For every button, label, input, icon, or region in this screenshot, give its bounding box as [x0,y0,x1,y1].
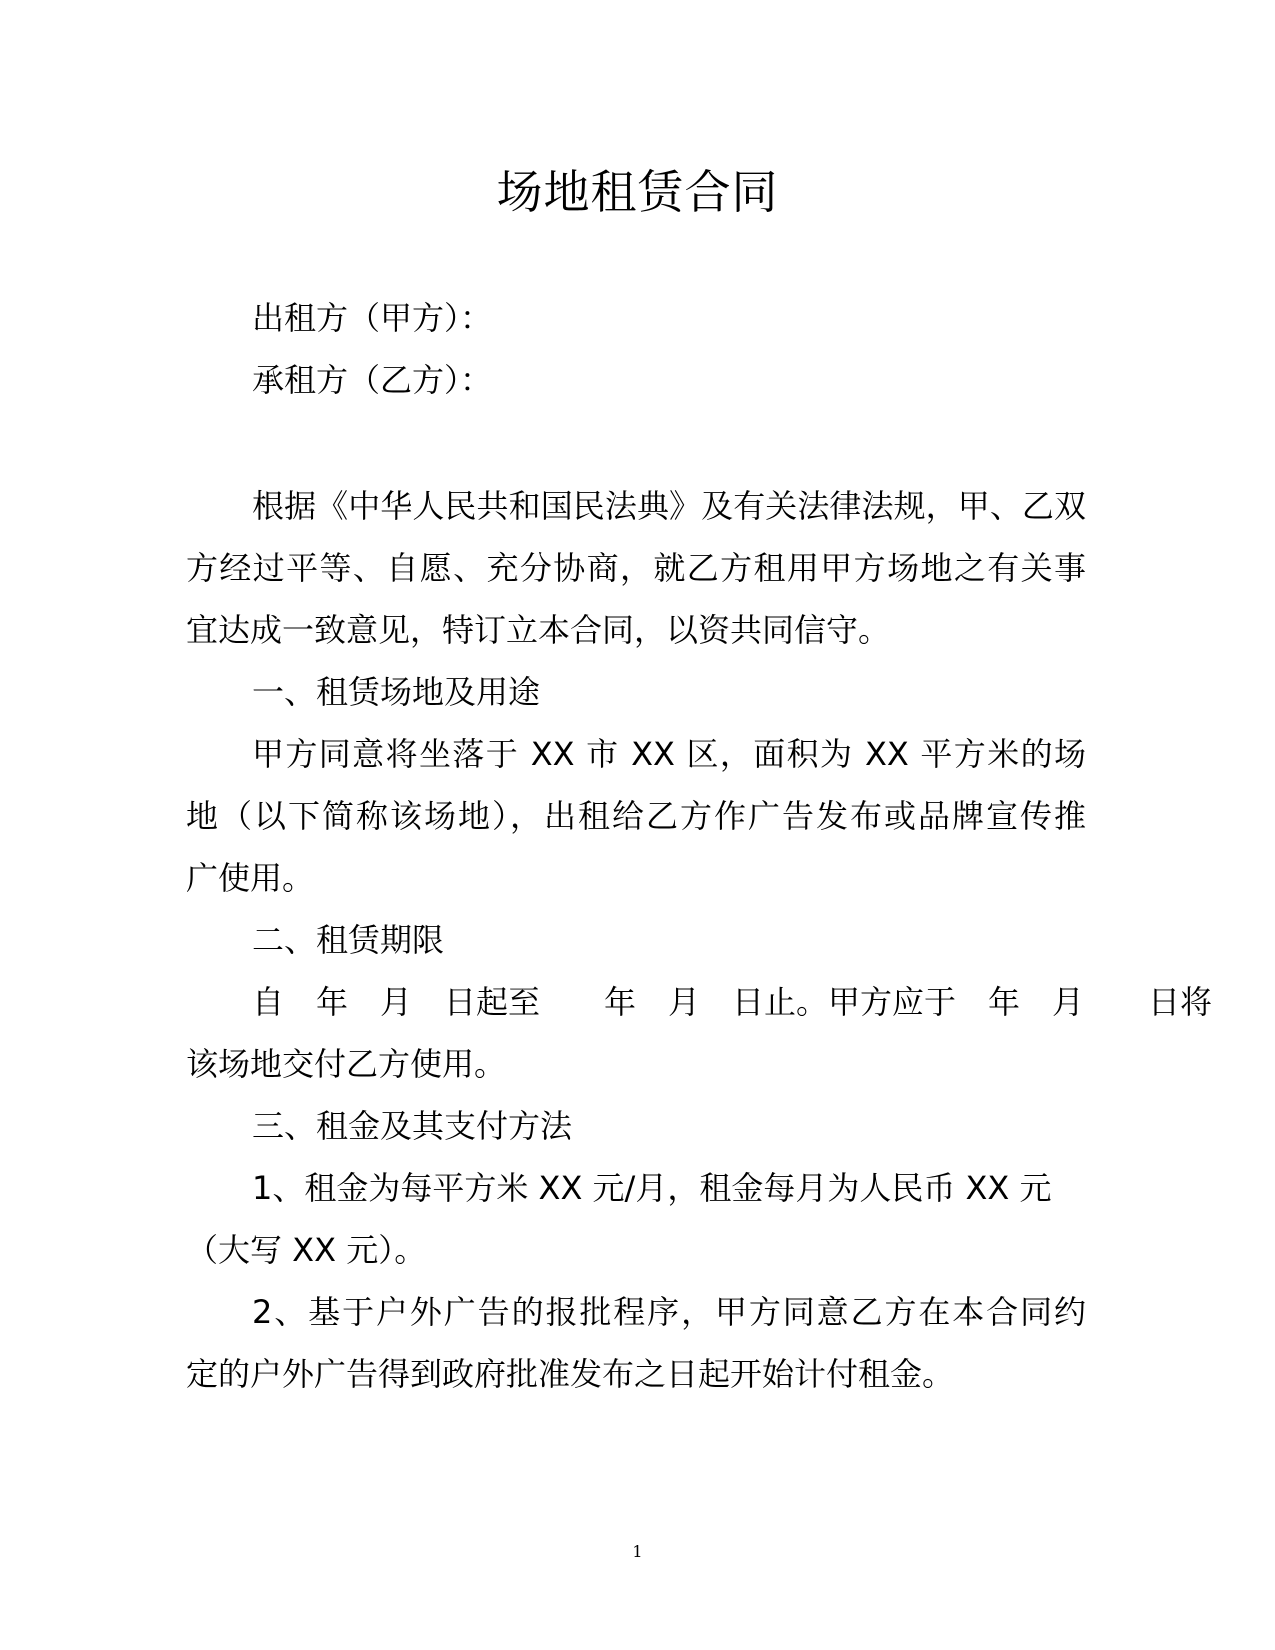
section-1-line-3: 广使用。 [186,859,315,897]
lessor-line: 出租方（甲方）： [252,299,493,337]
preamble-line-2: 方经过平等、自愿、充分协商，就乙方租用甲方场地之有关事 [186,549,1086,587]
section-3-item-2-line-1: 2、基于户外广告的报批程序，甲方同意乙方在本合同约 [252,1293,1086,1331]
preamble-line-3: 宜达成一致意见，特订立本合同，以资共同信守。 [186,611,891,649]
page-number: 1 [632,1542,643,1561]
section-1-line-1: 甲方同意将坐落于 XX 市 XX 区，面积为 XX 平方米的场 [252,735,1086,773]
document-title: 场地租赁合同 [496,165,779,219]
section-heading-1: 一、租赁场地及用途 [252,673,541,711]
section-2-line-2: 该场地交付乙方使用。 [186,1045,507,1083]
section-3-item-1-line-2: （大写 XX 元）。 [186,1231,427,1269]
section-2-line-1: 自 年 月 日起至 年 月 日止。甲方应于 年 月 日将 [252,983,1213,1021]
section-heading-2: 二、租赁期限 [252,921,445,959]
section-1-line-2: 地（以下简称该场地），出租给乙方作广告发布或品牌宣传推 [186,797,1086,835]
section-3-item-2-line-2: 定的户外广告得到政府批准发布之日起开始计付租金。 [186,1355,955,1393]
preamble-line-1: 根据《中华人民共和国民法典》及有关法律法规，甲、乙双 [252,487,1086,525]
lessee-line: 承租方（乙方）： [252,361,493,399]
section-3-item-1-line-1: 1、租金为每平方米 XX 元/月，租金每月为人民币 XX 元 [252,1169,1052,1207]
section-heading-3: 三、租金及其支付方法 [252,1107,573,1145]
